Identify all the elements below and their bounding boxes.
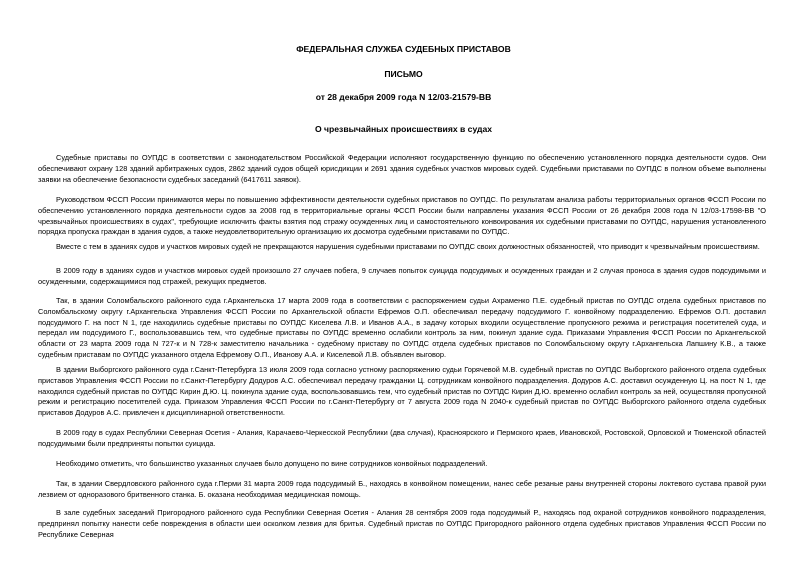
paragraph: Необходимо отметить, что большинство указанных случаев было допущено по вине сотрудников конвойных подразделений. xyxy=(56,459,488,468)
paragraph: В 2009 году в зданиях судов и участков мировых судей произошло 27 случаев побега, 9 случаев попыток суицида подсудимых и осужденных граждан и 2 случая проноса в здания судов подсудимыми и осужденными, содержащимися под стражей, режущих предметов. xyxy=(38,266,766,286)
paragraph: Так, в здании Соломбальского районного суда г.Архангельска 17 марта 2009 года в соответствии с распоряжением судьи Ахраменко П.Е. судебный пристав по ОУПДС отдела судебных приставов по Соломбальскому округу г.Архангельска Управления ФССП России по Архангельской области Ефремов О.П. обеспечивал передачу подсудимого Г. конвойному подразделению. Ефремов О.П. доставил подсудимого Г. на пост N 1, где находились судебные приставы по ОУПДС Киселева Л.В. и Иванов А.А., в задачу которых входили осуществление пропускного режима и регистрация посетителей суда, и передал им подсудимого Г., воспользовавшись тем, что судебные приставы по ОУПДС временно ослабили контроль за ним, покинул здание суда. Приказами Управления ФССП России по Архангельской области от 23 марта 2009 года N 727-к и N 728-к заместителю начальника - судебному приставу по ОУПДС отдела судебных приставов по Соломбальскому округу г.Архангельска Лапшину К.В., а также судебным приставам по ОУПДС указанного отдела Ефремову О.П., Иванову А.А. и Киселевой Л.В. объявлен выговор. xyxy=(38,296,766,359)
paragraph: Руководством ФССП России принимаются меры по повышению эффективности деятельности судебных приставов по ОУПДС. По результатам анализа работы территориальных органов ФССП России по обеспечению установленного порядка деятельности судов за 2008 год в территориальные органы ФССП России были направлены указания ФССП России от 26 декабря 2008 года N 12/03-17598-ВВ "О чрезвычайных происшествиях в судах", требующие исключить факты взятия под стражу осужденных лиц и самостоятельного конвоирования их судебными приставами по ОУПДС, нарушения установленного порядка пропуска граждан в здания судов, а также неудовлетворительную организацию их досмотра судебными приставами по ОУПДС. xyxy=(38,195,766,237)
document-subject: О чрезвычайных происшествиях в судах xyxy=(314,124,493,134)
document-date-number: от 28 декабря 2009 года N 12/03-21579-ВВ xyxy=(315,92,492,102)
paragraph: Вместе с тем в зданиях судов и участков мировых судей не прекращаются нарушения судебными приставами по ОУПДС своих должностных обязанностей, что приводит к чрезвычайным происшествиям. xyxy=(56,242,760,251)
paragraph: Так, в здании Свердловского районного суда г.Перми 31 марта 2009 года подсудимый Б., находясь в конвойном помещении, нанес себе резаные раны внутренней стороны локтевого сустава правой руки лезвием от одноразового бритвенного станка. Б. оказана необходимая медицинская помощь. xyxy=(38,479,766,499)
agency-title: ФЕДЕРАЛЬНАЯ СЛУЖБА СУДЕБНЫХ ПРИСТАВОВ xyxy=(296,44,511,54)
paragraph: В здании Выборгского районного суда г.Санкт-Петербурга 13 июля 2009 года согласно устному распоряжению судьи Горячевой М.В. судебный пристав по ОУПДС Выборгского районного отдела судебных приставов Управления ФССП России по г.Санкт-Петербургу Додуров А.С. обеспечивал передачу гражданки Ц. сотрудникам конвойного подразделения. Додуров А.С. доставил осужденную Ц. на пост N 1, где находился судебный пристав по ОУПДС Кирин Д.Ю. Ц. покинула здание суда, воспользовавшись тем, что судебный пристав по ОУПДС Кирин Д.Ю. временно ослабил контроль за ней, осуществляя пропускной режим и регистрацию посетителей суда. Приказом Управления ФССП России по г.Санкт-Петербургу от 7 августа 2009 года N 2040-к судебный пристав по ОУПДС Выборгского районного отдела судебных приставов Додуров А.С. привлечен к дисциплинарной ответственности. xyxy=(38,365,766,418)
paragraph: Судебные приставы по ОУПДС в соответствии с законодательством Российской Федерации исполняют государственную функцию по обеспечению установленного порядка деятельности судов. Они обеспечивают охрану 128 зданий арбитражных судов, 2862 зданий судов общей юрисдикции и 2691 здания судебных участков мировых судей. Судебными приставами по ОУПДС в полном объеме выполнены заявки на обеспечение безопасности судебных заседаний (6417611 заявок). xyxy=(38,153,766,184)
paragraph: В 2009 году в судах Республики Северная Осетия - Алания, Карачаево-Черкесской Республики (два случая), Красноярского и Пермского краев, Ивановской, Ростовской, Орловской и Тюменской областей подсудимыми были предприняты попытки суицида. xyxy=(38,428,766,448)
document-type: ПИСЬМО xyxy=(384,69,423,79)
paragraph: В зале судебных заседаний Пригородного районного суда Республики Северная Осетия - Алания 28 сентября 2009 года подсудимый Р., находясь под охраной сотрудников конвойного подразделения, предпринял попытку нанести себе повреждения в области шеи осколком лезвия для бритья. Судебный пристав по ОУПДС Пригородного районного отдела судебных приставов Управления ФССП России по Республике Северная xyxy=(38,508,766,539)
